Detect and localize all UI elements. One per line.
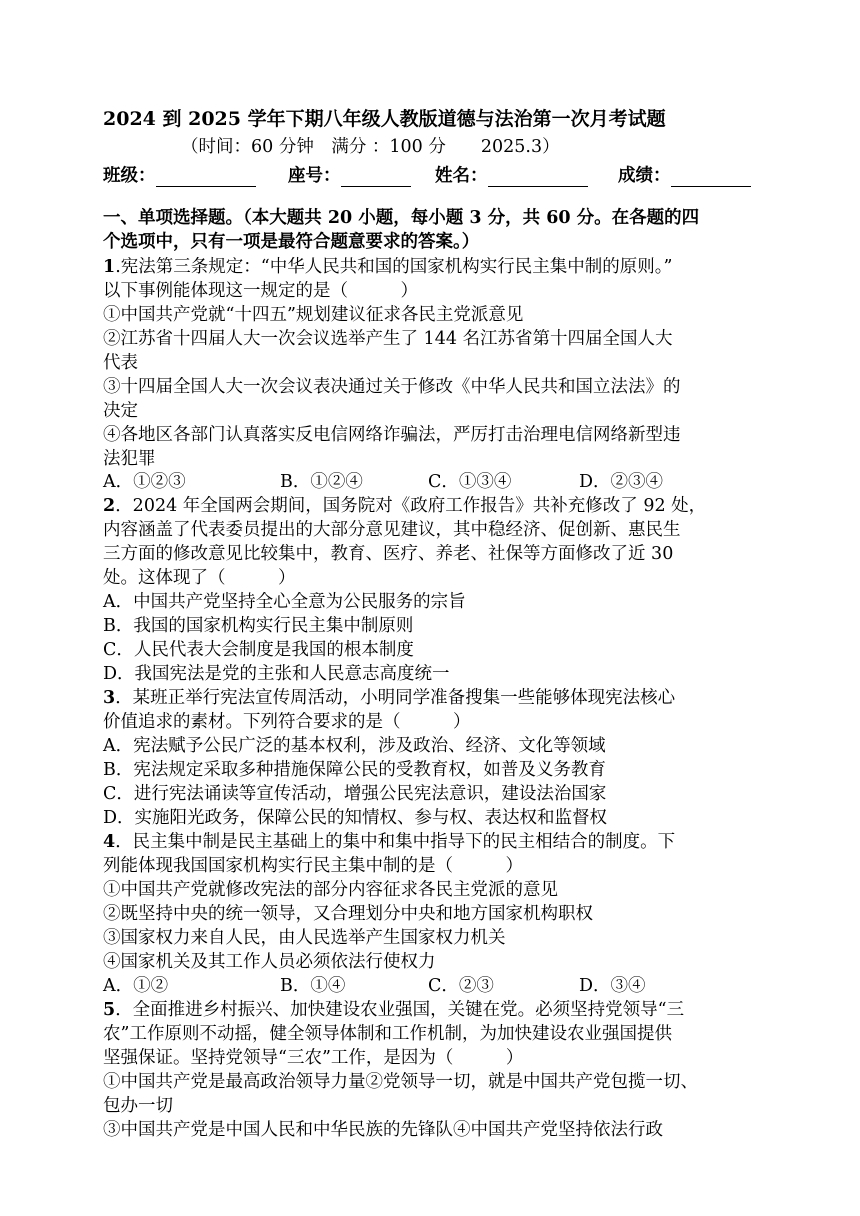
class-label: 班级：: [103, 166, 156, 186]
q4-option-d[interactable]: D．③④: [579, 976, 646, 996]
q2-option-a[interactable]: A．中国共产党坚持全心全意为公民服务的宗旨: [103, 592, 466, 612]
q1-item-1: ①中国共产党就“十四五”规划建议征求各民主党派意见: [103, 305, 524, 325]
q4-item-2: ②既坚持中央的统一领导，又合理划分中央和地方国家机构职权: [103, 904, 593, 924]
q2-number: 2: [103, 496, 116, 516]
class-field: [103, 162, 256, 187]
q5-stem-line2: 农”工作原则不动摇，健全领导体制和工作机制，为加快建设农业强国提供: [103, 1024, 672, 1044]
q2-stem-line4: 处。这体现了（ ）: [103, 568, 296, 588]
q3-stem-line2: 价值追求的素材。下列符合要求的是（ ）: [103, 712, 471, 732]
q1-item-3-cont: 决定: [103, 401, 138, 421]
exam-title: 2024 到 2025 学年下期八年级人教版道德与法治第一次月考试题: [103, 108, 666, 130]
seat-field: [288, 162, 411, 187]
section1-heading-line1: 一、单项选择题。（本大题共 20 小题，每小题 3 分，共 60 分。在各题的四: [103, 208, 700, 228]
q3-stem-line1: [103, 686, 675, 710]
q1-option-b[interactable]: B．①②④: [280, 472, 363, 492]
q1-stem-line2: 以下事例能体现这一规定的是（ ）: [103, 281, 418, 301]
score-label: 成绩：: [618, 166, 671, 186]
q2-stem-line2: 内容涵盖了代表委员提出的大部分意见建议，其中稳经济、促创新、惠民生: [103, 520, 681, 540]
name-blank[interactable]: [488, 168, 588, 187]
q3-option-c[interactable]: C．进行宪法诵读等宣传活动，增强公民宪法意识，建设法治国家: [103, 784, 607, 804]
q3-option-b[interactable]: B．宪法规定采取多种措施保障公民的受教育权，如普及义务教育: [103, 760, 606, 780]
q1-item-4-cont: 法犯罪: [103, 449, 156, 469]
q1-stem-text: .宪法第三条规定：“中华人民共和国的国家机构实行民主集中制的原则。”: [115, 257, 673, 277]
q4-stem-text: ．民主集中制是民主基础上的集中和集中指导下的民主相结合的制度。下: [115, 832, 676, 852]
q4-item-1: ①中国共产党就修改宪法的部分内容征求各民主党派的意见: [103, 880, 558, 900]
q5-stem-line1: [103, 998, 684, 1022]
q1-item-2-cont: 代表: [103, 353, 138, 373]
q4-item-3: ③国家权力来自人民，由人民选举产生国家权力机关: [103, 928, 506, 948]
q1-option-d[interactable]: D．②③④: [579, 472, 664, 492]
score-field: [618, 162, 751, 187]
q2-option-b[interactable]: B．我国的国家机构实行民主集中制原则: [103, 616, 414, 636]
q5-item-3-4: ③中国共产党是中国人民和中华民族的先锋队④中国共产党坚持依法行政: [103, 1120, 663, 1140]
q3-option-d[interactable]: D．实施阳光政务，保障公民的知情权、参与权、表达权和监督权: [103, 808, 608, 828]
q2-option-c[interactable]: C．人民代表大会制度是我国的根本制度: [103, 640, 414, 660]
q2-stem-line1: [103, 494, 706, 518]
q3-option-a[interactable]: A．宪法赋予公民广泛的基本权利，涉及政治、经济、文化等领域: [103, 736, 606, 756]
name-field: [435, 162, 588, 187]
q1-option-a[interactable]: A．①②③: [103, 472, 186, 492]
class-blank[interactable]: [156, 168, 256, 187]
q5-number: 5: [103, 1000, 116, 1020]
q4-number: 4: [103, 832, 116, 852]
q4-item-4: ④国家机关及其工作人员必须依法行使权力: [103, 952, 436, 972]
q2-option-d[interactable]: D．我国宪法是党的主张和人民意志高度统一: [103, 664, 450, 684]
q5-item-2-cont: 包办一切: [103, 1096, 173, 1116]
q1-option-c[interactable]: C．①③④: [428, 472, 512, 492]
exam-subtitle: （时间：60 分钟 满分 ：100 分 2025.3）: [181, 137, 560, 157]
q2-stem-text: ．2024 年全国两会期间，国务院对《政府工作报告》共补充修改了 92 处，: [115, 496, 707, 516]
section1-heading-line2: 个选项中，只有一项是最符合题意要求的答案。）: [103, 232, 480, 252]
q4-stem-line2: 列能体现我国国家机构实行民主集中制的是（ ）: [103, 856, 523, 876]
q3-stem-text: ．某班正举行宪法宣传周活动，小明同学准备搜集一些能够体现宪法核心: [115, 688, 676, 708]
q5-stem-text: ．全面推进乡村振兴、加快建设农业强国，关键在党。必须坚持党领导“三: [115, 1000, 685, 1020]
q4-option-b[interactable]: B．①④: [280, 976, 346, 996]
q1-item-3: ③十四届全国人大一次会议表决通过关于修改《中华人民共和国立法法》的: [103, 377, 681, 397]
seat-label: 座号：: [288, 166, 341, 186]
q4-option-c[interactable]: C．②③: [428, 976, 494, 996]
q5-stem-line3: 坚强保证。坚持党领导“三农”工作，是因为（ ）: [103, 1048, 524, 1068]
q2-stem-line3: 三方面的修改意见比较集中，教育、医疗、养老、社保等方面修改了近 30: [103, 544, 674, 564]
q5-item-1-2: ①中国共产党是最高政治领导力量②党领导一切，就是中国共产党包揽一切、: [103, 1072, 698, 1092]
q1-number: 1: [103, 257, 116, 277]
name-label: 姓名：: [435, 166, 488, 186]
score-blank[interactable]: [671, 168, 751, 187]
q1-item-2: ②江苏省十四届人大一次会议选举产生了 144 名江苏省第十四届全国人大: [103, 329, 673, 349]
q3-number: 3: [103, 688, 116, 708]
seat-blank[interactable]: [341, 168, 411, 187]
q4-stem-line1: [103, 830, 675, 854]
q1-stem-line1: [103, 255, 672, 279]
q4-option-a[interactable]: A．①②: [103, 976, 169, 996]
q1-item-4: ④各地区各部门认真落实反电信网络诈骗法，严厉打击治理电信网络新型违: [103, 425, 681, 445]
